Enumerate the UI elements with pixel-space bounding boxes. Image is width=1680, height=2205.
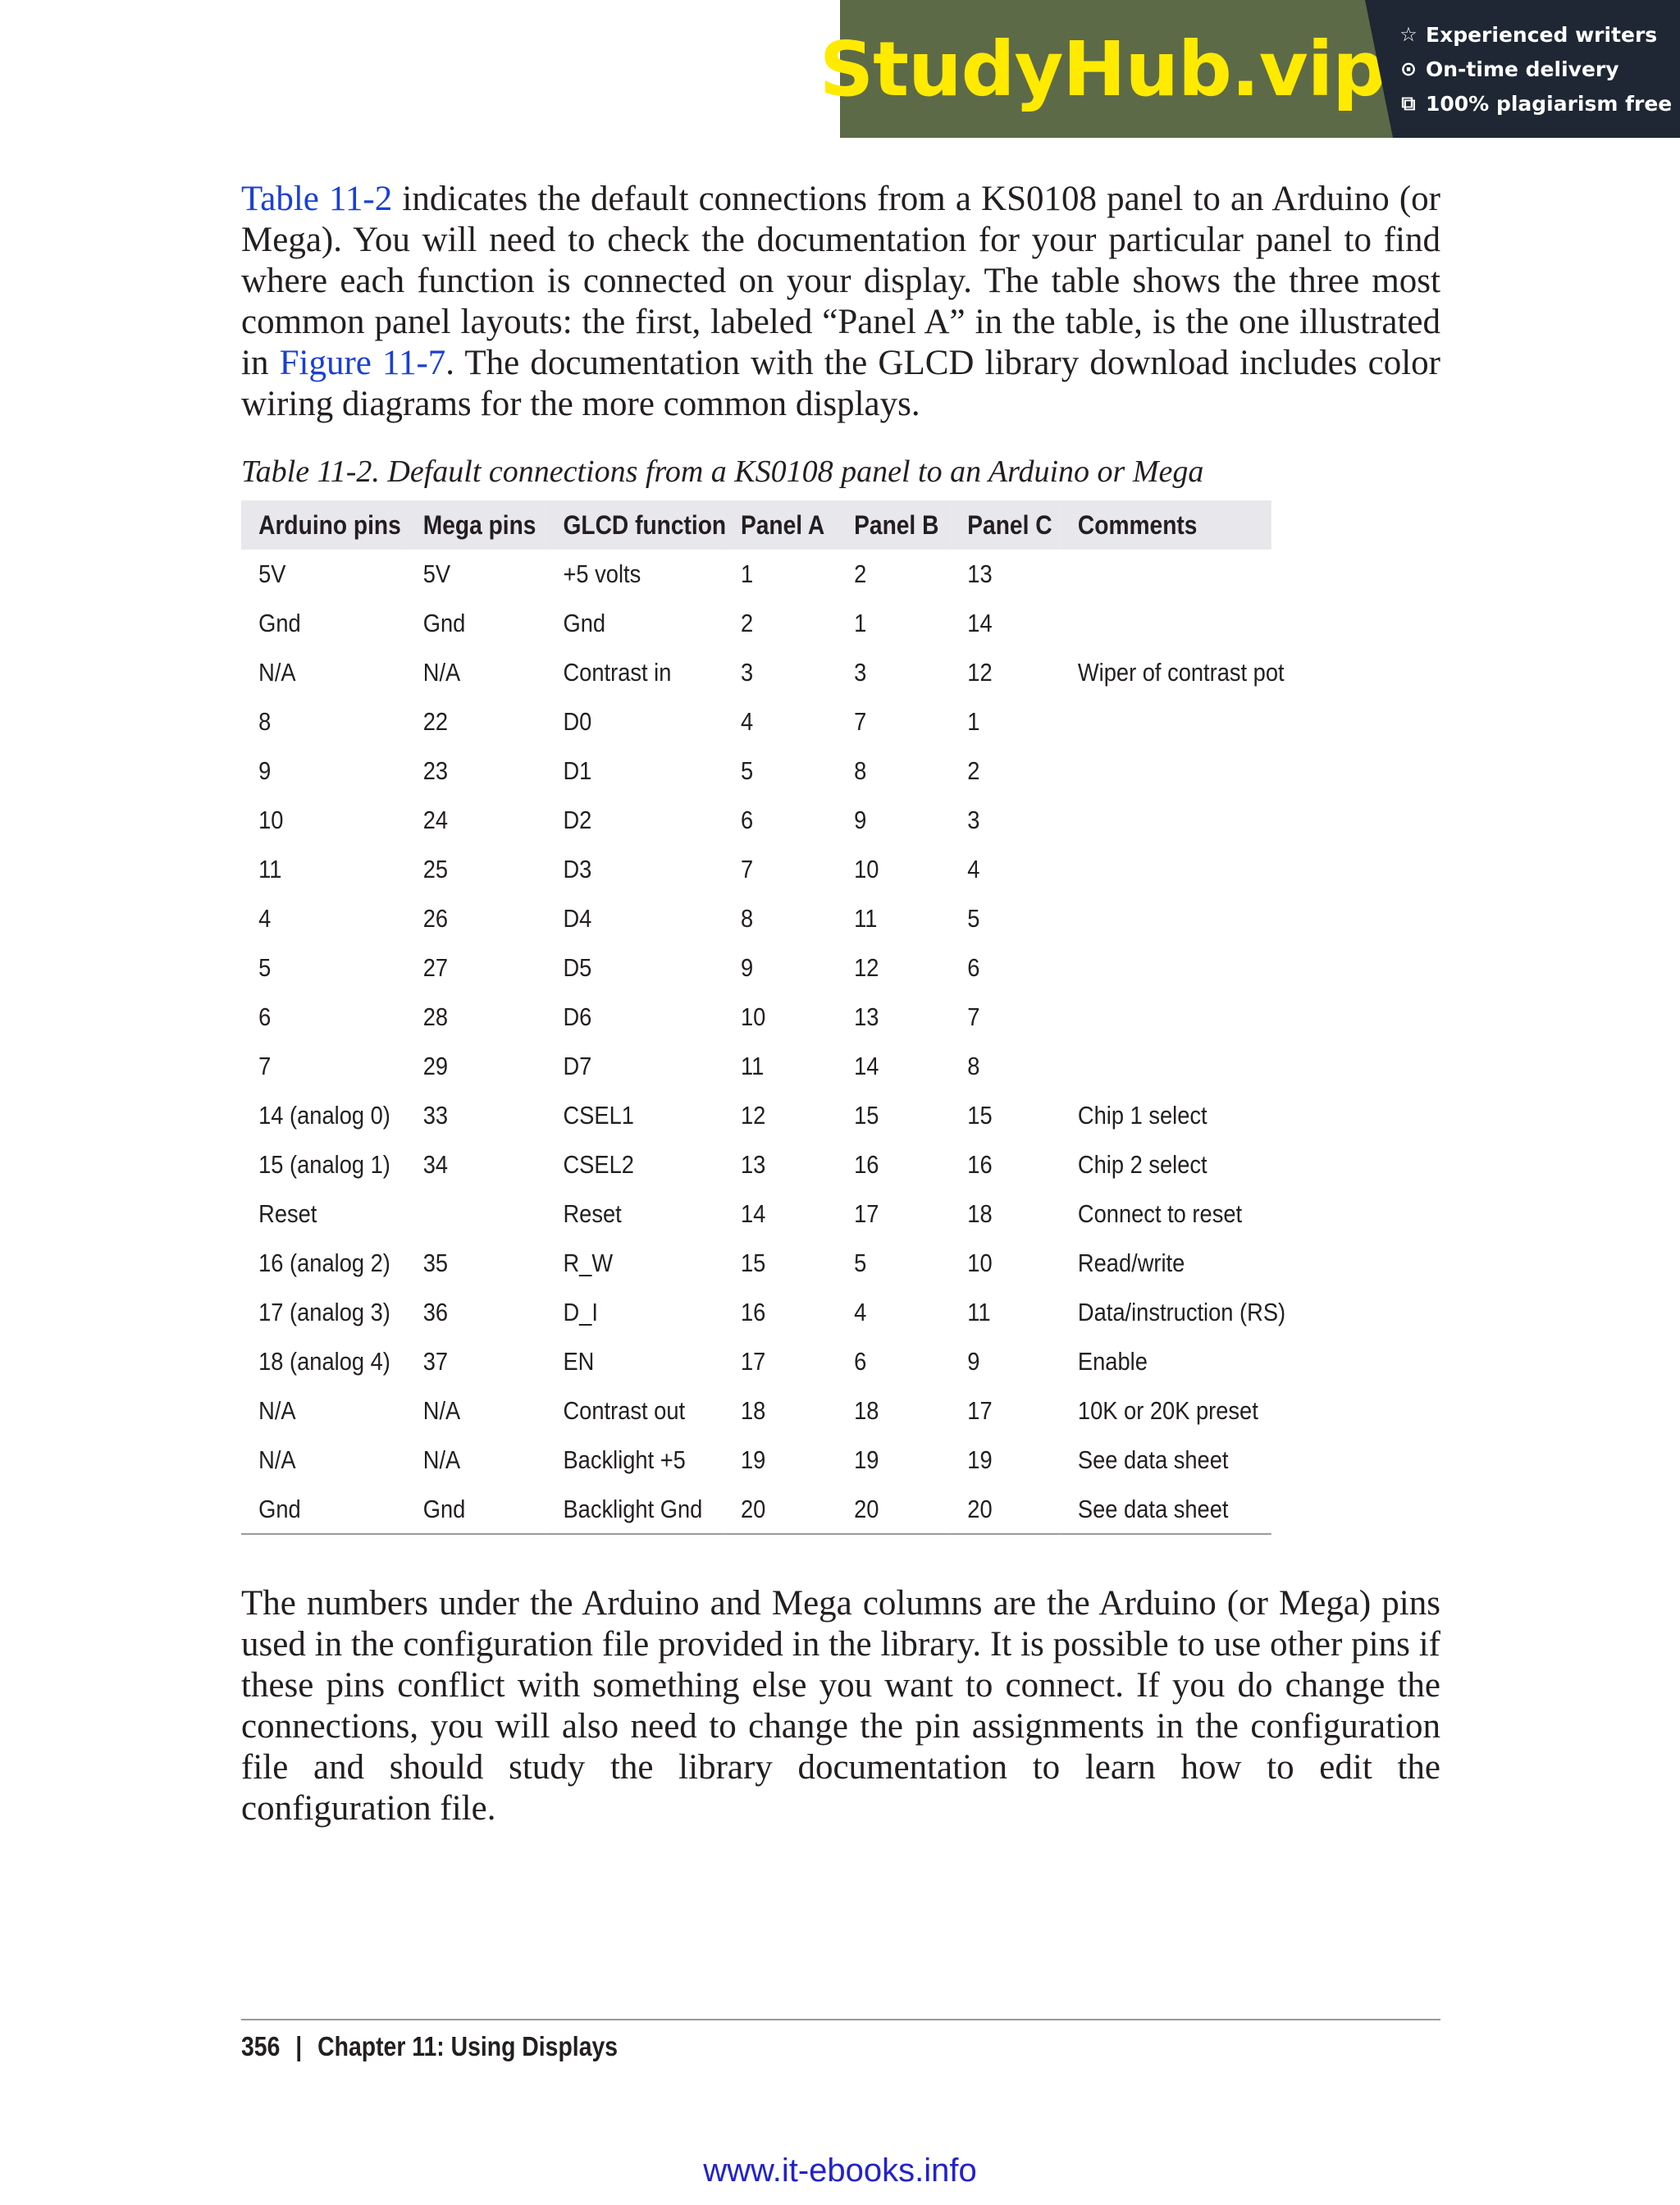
cell-mega-pin: 25 <box>422 855 449 883</box>
cell-arduino-pin: N/A <box>258 1396 296 1425</box>
cell-mega-pin: N/A <box>422 658 461 687</box>
table-row <box>241 943 1271 993</box>
cell-arduino-pin: 17 (analog 3) <box>258 1298 390 1326</box>
clock-icon: ⊙ <box>1399 57 1418 80</box>
table-row <box>241 746 1271 796</box>
table-header-row <box>241 500 1271 550</box>
banner-feature-label: On-time delivery <box>1426 57 1619 81</box>
cell-panel-a: 17 <box>740 1347 766 1376</box>
cell-panel-b: 20 <box>837 1485 950 1534</box>
cell-panel-b: 15 <box>854 1101 879 1130</box>
cell-panel-b: 14 <box>854 1052 879 1080</box>
cell-comment: See data sheet <box>1061 1485 1271 1534</box>
cell-comment <box>1061 796 1271 845</box>
banner-feature-label: 100% plagiarism free <box>1426 91 1673 116</box>
cell-panel-a: 12 <box>740 1101 766 1130</box>
cell-panel-a: 13 <box>740 1150 766 1179</box>
banner-feature-plagiarism <box>1398 89 1680 117</box>
cell-glcd-function: Backlight +5 <box>563 1445 686 1474</box>
cell-glcd-function: Contrast out <box>563 1396 686 1425</box>
table-row <box>241 1189 1271 1239</box>
star-icon: ☆ <box>1399 23 1418 46</box>
cell-panel-c: 1 <box>967 707 980 736</box>
cell-mega-pin <box>406 1189 546 1239</box>
cell-panel-b: 18 <box>854 1396 879 1425</box>
cell-panel-b: 7 <box>854 707 867 736</box>
cell-arduino-pin: Gnd <box>241 1485 406 1534</box>
cell-comment <box>1061 993 1271 1042</box>
cell-panel-c: 16 <box>967 1150 993 1179</box>
cell-mega-pin: 22 <box>422 707 449 736</box>
cell-panel-a: 10 <box>740 1002 766 1031</box>
footer-rule <box>241 2019 1440 2020</box>
header-arduino-pins: Arduino pins <box>258 509 401 540</box>
cell-arduino-pin: 11 <box>258 855 282 883</box>
cell-comment <box>1061 845 1271 894</box>
cell-panel-b: 19 <box>854 1445 879 1474</box>
cell-panel-a: 18 <box>740 1396 766 1425</box>
chapter-title: Chapter 11: Using Displays <box>317 2031 619 2061</box>
cell-panel-c: 3 <box>967 806 980 834</box>
cell-panel-b: 16 <box>854 1150 879 1179</box>
table-row <box>241 1288 1271 1337</box>
cell-panel-a: 16 <box>740 1298 766 1326</box>
cell-panel-a: 15 <box>740 1249 766 1277</box>
banner-brand: StudyHub.vip <box>819 25 1386 113</box>
table-row <box>241 1239 1271 1288</box>
header-mega-pins: Mega pins <box>422 509 536 540</box>
cell-panel-c: 7 <box>967 1002 980 1031</box>
table-row <box>241 1337 1271 1386</box>
cell-mega-pin: 33 <box>422 1101 449 1130</box>
header-panel-b: Panel B <box>854 509 939 540</box>
cell-comment <box>1061 943 1271 993</box>
banner-feature-writers <box>1398 21 1680 48</box>
table-row <box>241 550 1271 599</box>
cell-comment: See data sheet <box>1077 1445 1229 1474</box>
cell-arduino-pin: 15 (analog 1) <box>258 1150 390 1179</box>
cell-comment: Wiper of contrast pot <box>1077 658 1285 687</box>
cell-panel-c: 19 <box>967 1445 993 1474</box>
header-glcd-function: GLCD function <box>563 509 727 540</box>
cell-mega-pin: 29 <box>422 1052 449 1080</box>
table-row <box>241 599 1271 648</box>
cell-arduino-pin: 6 <box>258 1002 272 1031</box>
cell-glcd-function: EN <box>563 1347 595 1376</box>
cell-arduino-pin: 14 (analog 0) <box>258 1101 390 1130</box>
cell-mega-pin: 37 <box>422 1347 449 1376</box>
banner-divider <box>1365 0 1393 138</box>
cell-comment: Chip 2 select <box>1077 1150 1208 1179</box>
footer-separator: | <box>295 2031 303 2061</box>
cell-panel-c: 15 <box>967 1101 993 1130</box>
cell-panel-b: 13 <box>854 1002 879 1031</box>
cell-panel-b: 1 <box>854 609 867 637</box>
cell-arduino-pin: N/A <box>258 1445 296 1474</box>
cell-panel-c: 12 <box>967 658 993 687</box>
intro-paragraph <box>241 179 1440 425</box>
cell-mega-pin: 28 <box>422 1002 449 1031</box>
figure-xref-link[interactable]: Figure 11-7 <box>279 344 446 382</box>
cell-arduino-pin: 9 <box>258 756 272 785</box>
cell-panel-a: 19 <box>740 1445 766 1474</box>
cell-panel-a: 11 <box>740 1052 765 1080</box>
connections-table <box>241 500 1286 1535</box>
cell-arduino-pin: Reset <box>258 1199 317 1228</box>
cell-panel-c: 8 <box>967 1052 980 1080</box>
cell-panel-b: 11 <box>854 904 878 933</box>
cell-panel-c: 11 <box>967 1298 991 1326</box>
header-panel-c: Panel C <box>967 509 1052 540</box>
cell-glcd-function: D_I <box>563 1298 598 1326</box>
cell-comment <box>1061 746 1271 796</box>
cell-panel-a: 3 <box>740 658 754 687</box>
cell-glcd-function: D5 <box>563 953 592 982</box>
cell-comment: Connect to reset <box>1077 1199 1243 1228</box>
cell-mega-pin: 5V <box>422 559 451 588</box>
cell-glcd-function: Backlight Gnd <box>546 1485 723 1534</box>
table-caption: Table 11-2. Default connections from a KS0108 panel to an Arduino or Mega <box>241 454 1204 489</box>
cell-panel-c: 2 <box>967 756 980 785</box>
cell-panel-b: 6 <box>854 1347 867 1376</box>
cell-mega-pin: 34 <box>422 1150 449 1179</box>
cell-panel-c: 6 <box>967 953 980 982</box>
page-footer <box>241 2031 618 2062</box>
cell-panel-b: 2 <box>854 559 867 588</box>
cell-panel-c: 5 <box>967 904 980 933</box>
cell-arduino-pin: 8 <box>258 707 272 736</box>
cell-arduino-pin: N/A <box>258 658 296 687</box>
ad-banner[interactable] <box>819 0 1680 138</box>
cell-panel-b: 9 <box>854 806 867 834</box>
cell-mega-pin: Gnd <box>406 1485 546 1534</box>
cell-comment <box>1061 1042 1271 1091</box>
intro-text-b: . The documentation with the GLCD library download includes color wiring diagrams for the more common displays. <box>241 344 1440 423</box>
cell-glcd-function: D1 <box>563 756 592 785</box>
cell-mega-pin: 36 <box>422 1298 449 1326</box>
cell-glcd-function: D0 <box>563 707 592 736</box>
cell-mega-pin: 23 <box>422 756 449 785</box>
cell-panel-b: 8 <box>854 756 867 785</box>
cell-glcd-function: D7 <box>563 1052 592 1080</box>
cell-panel-c: 17 <box>967 1396 993 1425</box>
table-row <box>241 697 1271 746</box>
cell-comment <box>1061 697 1271 746</box>
table-body <box>241 550 1286 1534</box>
cell-glcd-function: Gnd <box>563 609 606 637</box>
cell-panel-a: 7 <box>740 855 754 883</box>
cell-comment <box>1061 599 1271 648</box>
cell-glcd-function: Reset <box>563 1199 622 1228</box>
cell-comment: Data/instruction (RS) <box>1077 1298 1286 1326</box>
cell-arduino-pin: 7 <box>258 1052 272 1080</box>
cell-panel-b: 5 <box>854 1249 867 1277</box>
cell-glcd-function: CSEL2 <box>563 1150 634 1179</box>
cell-panel-a: 5 <box>740 756 754 785</box>
banner-features <box>1393 0 1680 138</box>
cell-arduino-pin: 10 <box>258 806 284 834</box>
cell-panel-a: 1 <box>740 559 754 588</box>
cell-panel-c: 18 <box>967 1199 993 1228</box>
cell-panel-b: 3 <box>854 658 867 687</box>
cell-panel-a: 6 <box>740 806 754 834</box>
cell-mega-pin: 26 <box>422 904 449 933</box>
cell-comment: Read/write <box>1077 1249 1185 1277</box>
cell-comment <box>1061 550 1271 599</box>
table-row <box>241 1436 1271 1485</box>
cell-glcd-function: D2 <box>563 806 592 834</box>
cell-comment: 10K or 20K preset <box>1077 1396 1258 1425</box>
table-xref-link[interactable]: Table 11-2 <box>241 180 393 218</box>
cell-mega-pin: 35 <box>422 1249 449 1277</box>
cell-glcd-function: CSEL1 <box>563 1101 634 1130</box>
table-row <box>241 1485 1271 1534</box>
table-row <box>241 648 1271 697</box>
cell-mega-pin: Gnd <box>422 609 466 637</box>
table-row <box>241 845 1271 894</box>
intro-text-a: indicates the default connections from a KS0108 panel to an Arduino (or Mega). You will need to check the documentation for your particular panel to find where each function is connected on your display. The table shows the three most common panel layouts: the first, labeled “Panel A” in the table, is the one illustrated in <box>241 180 1440 382</box>
cell-panel-b: 10 <box>854 855 879 883</box>
watermark-link[interactable]: www.it-ebooks.info <box>703 2152 977 2189</box>
table-row <box>241 993 1271 1042</box>
cell-arduino-pin: 5V <box>258 559 286 588</box>
cell-comment: Chip 1 select <box>1077 1101 1208 1130</box>
cell-panel-c: 10 <box>967 1249 993 1277</box>
page-number: 356 <box>241 2031 281 2061</box>
cell-mega-pin: 27 <box>422 953 449 982</box>
cell-panel-a: 20 <box>724 1485 837 1534</box>
cell-arduino-pin: 5 <box>258 953 272 982</box>
cell-glcd-function: R_W <box>563 1249 614 1277</box>
cell-panel-c: 9 <box>967 1347 980 1376</box>
cell-panel-a: 2 <box>740 609 754 637</box>
cell-glcd-function: Contrast in <box>563 658 672 687</box>
cell-panel-a: 8 <box>740 904 754 933</box>
cell-panel-b: 4 <box>854 1298 867 1326</box>
header-comments: Comments <box>1077 509 1198 540</box>
cell-panel-a: 9 <box>740 953 754 982</box>
cell-panel-c: 13 <box>967 559 993 588</box>
cell-glcd-function: +5 volts <box>563 559 641 588</box>
cell-arduino-pin: 18 (analog 4) <box>258 1347 390 1376</box>
cell-panel-c: 20 <box>950 1485 1061 1534</box>
cell-panel-b: 12 <box>854 953 879 982</box>
table-row <box>241 1140 1271 1189</box>
cell-panel-a: 4 <box>740 707 754 736</box>
cell-comment <box>1061 894 1271 943</box>
cell-arduino-pin: 4 <box>258 904 272 933</box>
cell-mega-pin: N/A <box>422 1396 461 1425</box>
cell-glcd-function: D6 <box>563 1002 592 1031</box>
cell-glcd-function: D4 <box>563 904 592 933</box>
outro-paragraph: The numbers under the Arduino and Mega columns are the Arduino (or Mega) pins used in the configuration file provided in the library. It is possible to use other pins if these pins conflict with something else you want to connect. If you do change the connections, you will also need to change the pin assignments in the configuration file and should study the library documentation to learn how to edit the configuration file. <box>241 1584 1440 1828</box>
cell-panel-c: 14 <box>967 609 993 637</box>
table-row <box>241 894 1271 943</box>
cell-mega-pin: N/A <box>422 1445 461 1474</box>
cell-glcd-function: D3 <box>563 855 592 883</box>
copy-icon: ⧉ <box>1401 92 1416 115</box>
cell-arduino-pin: Gnd <box>258 609 301 637</box>
table-row <box>241 1042 1271 1091</box>
table-row <box>241 1091 1271 1140</box>
cell-mega-pin: 24 <box>422 806 449 834</box>
banner-feature-label: Experienced writers <box>1426 22 1658 47</box>
cell-panel-b: 17 <box>854 1199 879 1228</box>
table-row <box>241 1386 1271 1436</box>
banner-feature-delivery <box>1398 55 1680 83</box>
cell-comment: Enable <box>1077 1347 1148 1376</box>
header-panel-a: Panel A <box>740 509 825 540</box>
cell-panel-c: 4 <box>967 855 980 883</box>
table-row <box>241 796 1271 845</box>
cell-panel-a: 14 <box>740 1199 766 1228</box>
cell-arduino-pin: 16 (analog 2) <box>258 1249 390 1277</box>
